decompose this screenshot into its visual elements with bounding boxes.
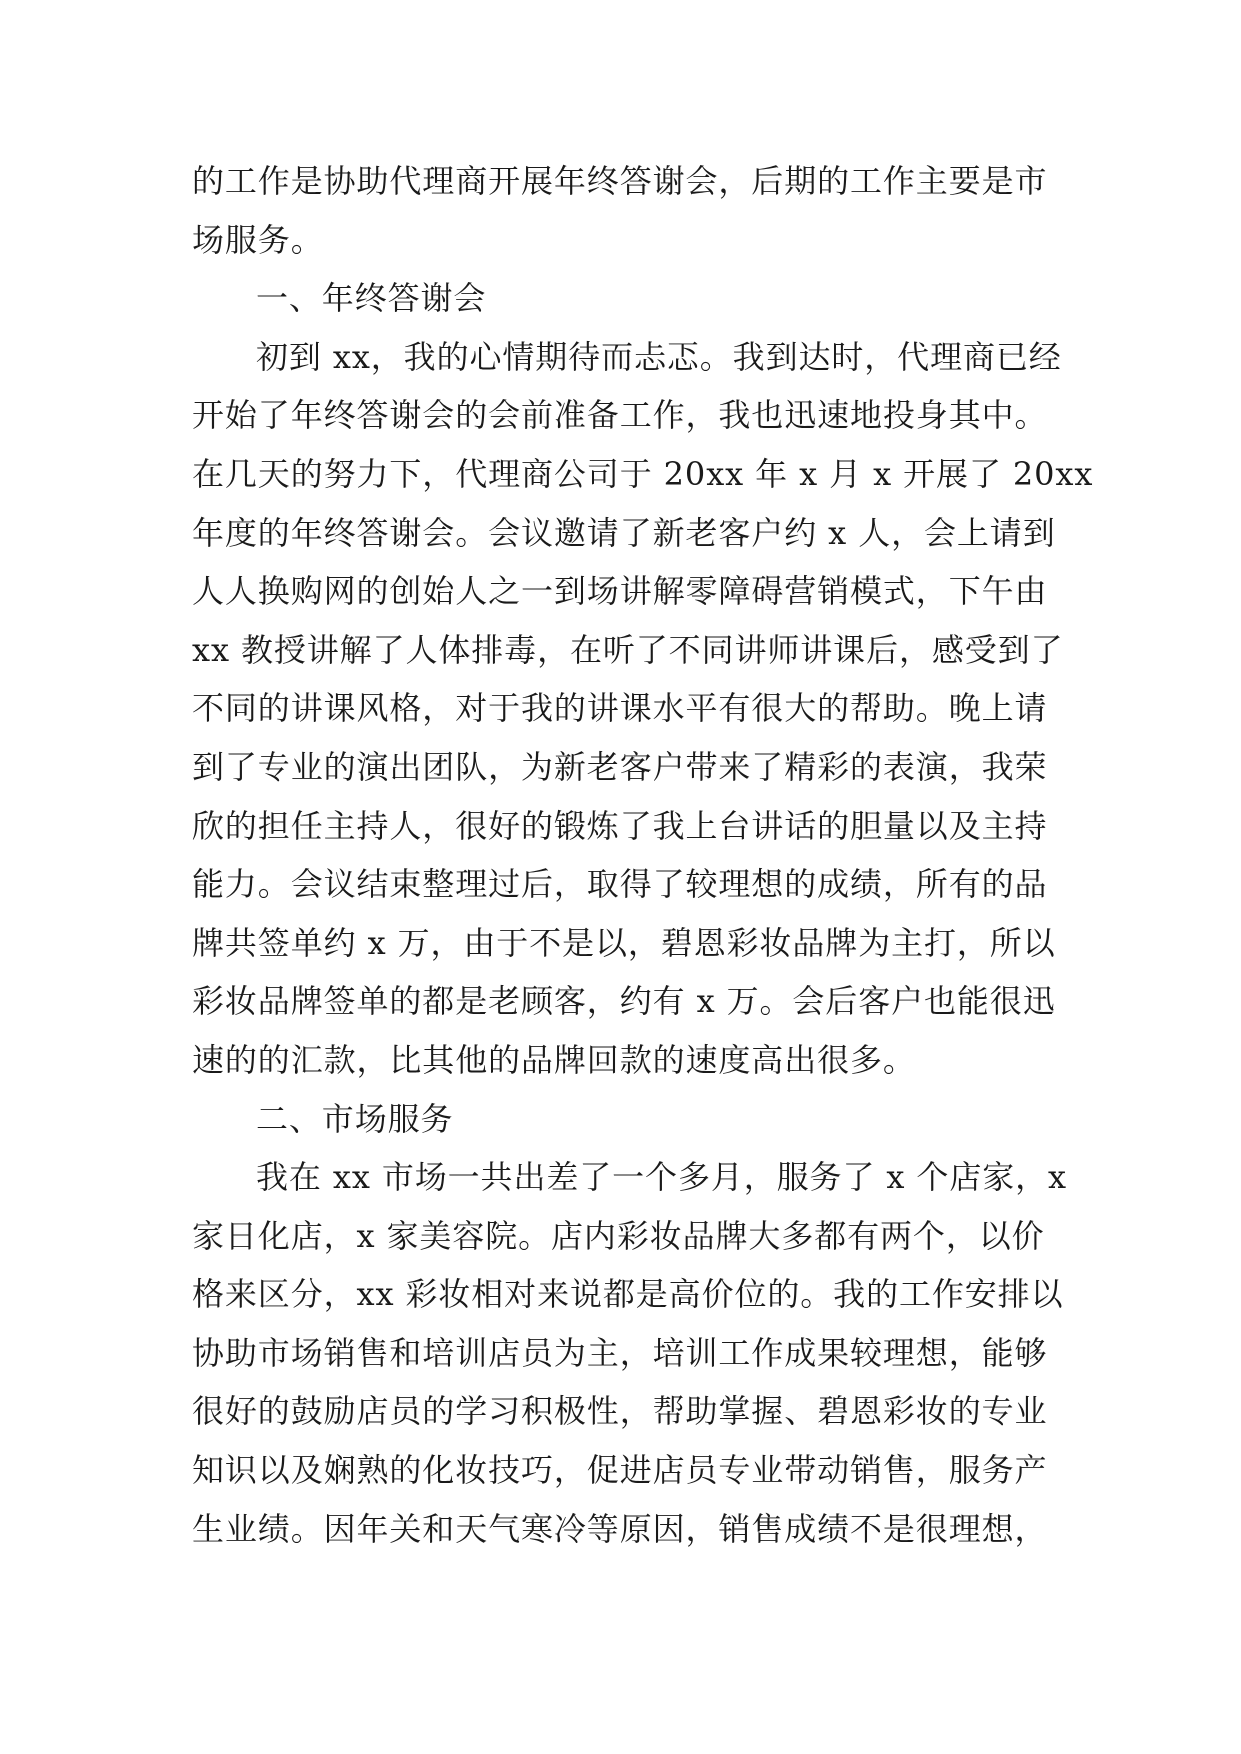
document-body <box>192 152 1094 1558</box>
text-line: 能力。会议结束整理过后，取得了较理想的成绩，所有的品 <box>192 865 1048 904</box>
text-line: 的工作是协助代理商开展年终答谢会，后期的工作主要是市 <box>192 162 1048 200</box>
text-line: 速的的汇款，比其他的品牌回款的速度高出很多。 <box>192 1040 916 1079</box>
text-line: 牌共签单约 x 万，由于不是以，碧恩彩妆品牌为主打，所以 <box>192 923 1056 962</box>
text-line: 人人换购网的创始人之一到场讲解零障碍营销模式，下午由 <box>192 572 1048 611</box>
text-line: 生业绩。因年关和天气寒冷等原因，销售成绩不是很理想， <box>192 1509 1048 1548</box>
text-line: xx 教授讲解了人体排毒，在听了不同讲师讲课后，感受到了 <box>192 630 1064 669</box>
text-line: 家日化店，x 家美容院。店内彩妆品牌大多都有两个，以价 <box>192 1216 1045 1255</box>
text-line: 格来区分，xx 彩妆相对来说都是高价位的。我的工作安排以 <box>192 1275 1064 1314</box>
text-line: 场服务。 <box>192 220 324 259</box>
section-heading-year-end-event: 一、年终答谢会 <box>256 279 487 318</box>
text-line: 不同的讲课风格，对于我的讲课水平有很大的帮助。晚上请 <box>192 689 1048 728</box>
paragraph-start-line: 我在 xx 市场一共出差了一个多月，服务了 x 个店家，x <box>256 1158 1067 1197</box>
text-line: 知识以及娴熟的化妆技巧，促进店员专业带动销售，服务产 <box>192 1451 1048 1490</box>
text-line: 彩妆品牌签单的都是老顾客，约有 x 万。会后客户也能很迅 <box>192 982 1056 1021</box>
section-heading-market-service: 二、市场服务 <box>256 1099 454 1138</box>
text-line: 开始了年终答谢会的会前准备工作，我也迅速地投身其中。 <box>192 396 1048 435</box>
text-line: 很好的鼓励店员的学习积极性，帮助掌握、碧恩彩妆的专业 <box>192 1392 1048 1431</box>
paragraph-start-line: 初到 xx，我的心情期待而忐忑。我到达时，代理商已经 <box>256 337 1062 376</box>
text-line: 欣的担任主持人，很好的锻炼了我上台讲话的胆量以及主持 <box>192 806 1048 845</box>
text-line: 年度的年终答谢会。会议邀请了新老客户约 x 人，会上请到 <box>192 513 1056 552</box>
text-line: 协助市场销售和培训店员为主，培训工作成果较理想，能够 <box>192 1333 1048 1372</box>
text-line: 在几天的努力下，代理商公司于 20xx 年 x 月 x 开展了 20xx <box>192 454 1094 493</box>
text-line: 到了专业的演出团队，为新老客户带来了精彩的表演，我荣 <box>192 747 1048 786</box>
